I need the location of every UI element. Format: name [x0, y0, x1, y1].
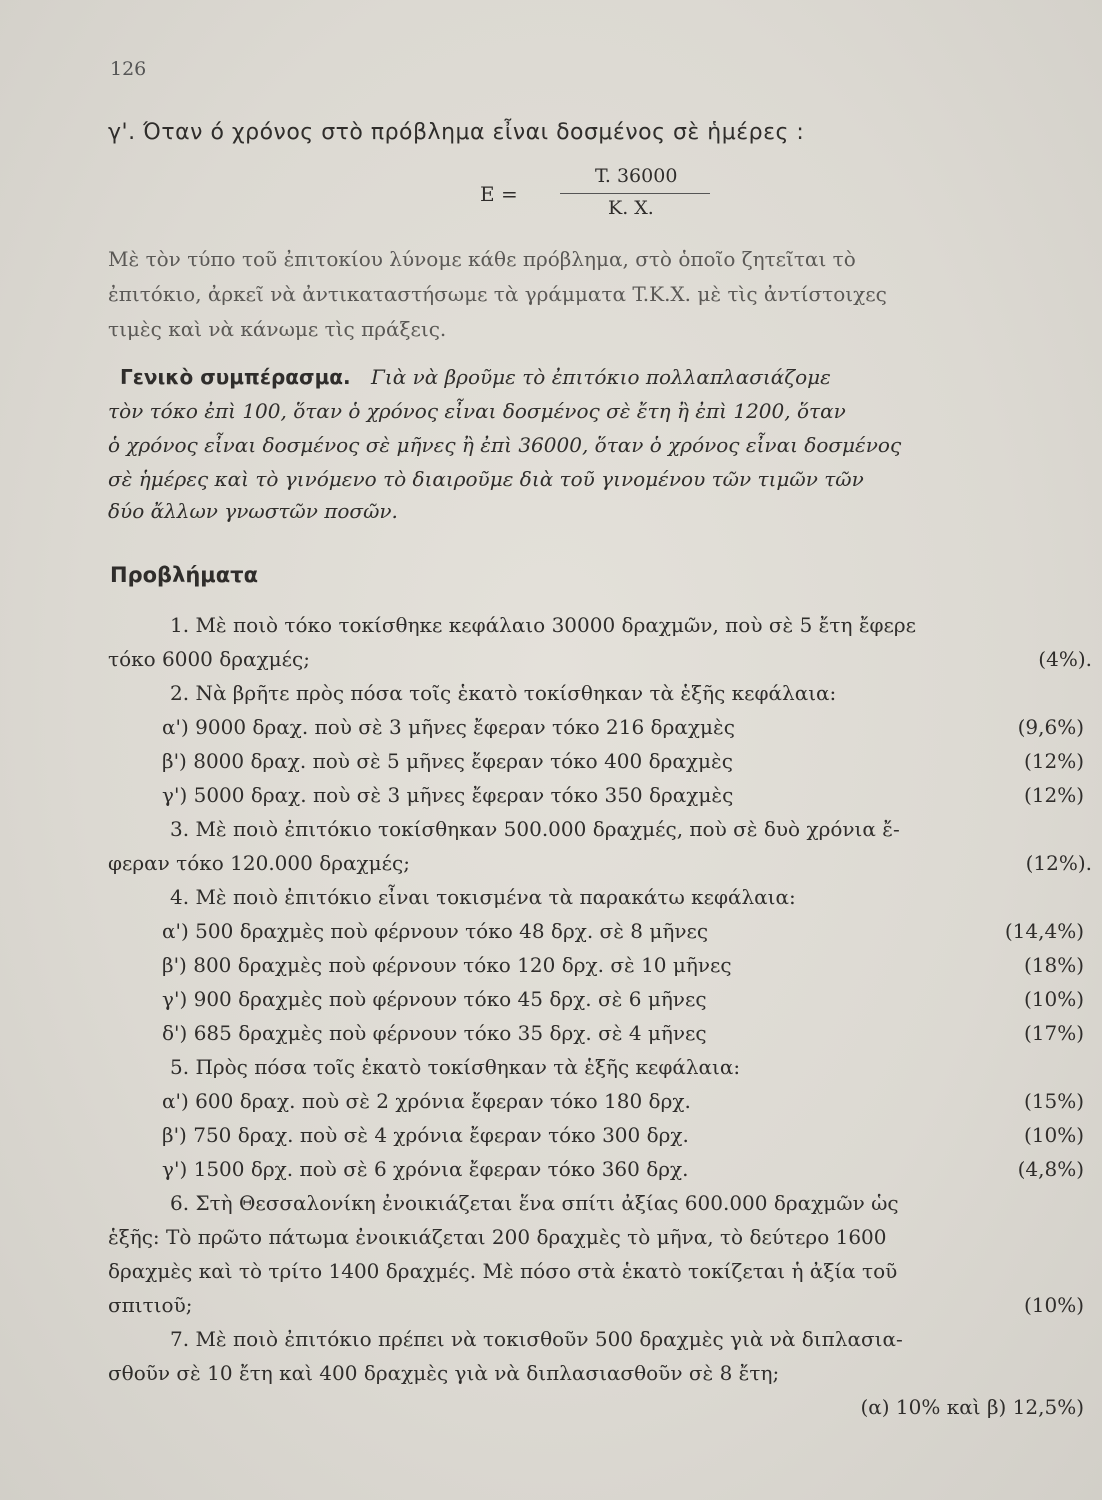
answer: (18%) — [1023, 953, 1084, 977]
problem-text: α') 500 δραχμὲς ποὺ φέρνουν τόκο 48 δρχ. σὲ 8 μῆνες — [162, 919, 709, 943]
answer: (14,4%) — [1004, 919, 1084, 943]
problem-3-line-1 — [170, 816, 1098, 842]
problem-6-line-1 — [170, 1190, 1098, 1216]
conclusion-title: Γενικὸ συμπέρασμα. — [120, 365, 351, 389]
problem-6-line-2 — [108, 1224, 1100, 1250]
problem-text: 7. Μὲ ποιὸ ἐπιτόκιο πρέπει νὰ τοκισθοῦν 500 δραχμὲς γιὰ νὰ διπλασια- — [170, 1327, 903, 1351]
problem-2-item-a — [162, 714, 1092, 740]
problem-text: φεραν τόκο 120.000 δραχμές; — [108, 851, 410, 875]
intro-line-3: τιμὲς καὶ νὰ κάνωμε τὶς πράξεις. — [108, 317, 447, 341]
conclusion-line-5: δύο ἄλλων γνωστῶν ποσῶν. — [108, 499, 398, 523]
answer: (17%) — [1023, 1021, 1084, 1045]
intro-line-1 — [108, 246, 1100, 272]
problem-4-item-c — [162, 986, 1092, 1012]
problem-text: 6. Στὴ Θεσσαλονίκη ἐνοικιάζεται ἕνα σπίτι ἀξίας 600.000 δραχμῶν ὡς — [170, 1191, 899, 1215]
problem-text: τόκο 6000 δραχμές; — [108, 647, 310, 671]
problem-text: σπιτιοῦ; — [108, 1293, 193, 1317]
answer: (10%) — [1023, 987, 1084, 1011]
intro-text: Μὲ τὸν τύπο τοῦ ἐπιτοκίου λύνομε κάθε πρόβλημα, στὸ ὁποῖο ζητεῖται τὸ — [108, 247, 856, 271]
formula-denominator: K. X. — [608, 197, 654, 219]
problem-text: β') 800 δραχμὲς ποὺ φέρνουν τόκο 120 δρχ. σὲ 10 μῆνες — [162, 953, 732, 977]
problem-text: γ') 5000 δραχ. ποὺ σὲ 3 μῆνες ἔφεραν τόκο 350 δραχμὲς — [162, 783, 734, 807]
problem-text: δραχμὲς καὶ τὸ τρίτο 1400 δραχμές. Μὲ πόσο στὰ ἑκατὸ τοκίζεται ἡ ἀξία τοῦ — [108, 1259, 898, 1283]
problems-title: Προβλήματα — [110, 563, 259, 587]
answer: (10%) — [1023, 1123, 1084, 1147]
problem-text: α') 9000 δραχ. ποὺ σὲ 3 μῆνες ἔφεραν τόκο 216 δραχμὲς — [162, 715, 735, 739]
answer: (4%). — [1038, 647, 1092, 671]
problem-4-item-d — [162, 1020, 1092, 1046]
problem-text: ἑξῆς: Τὸ πρῶτο πάτωμα ἐνοικιάζεται 200 δραχμὲς τὸ μῆνα, τὸ δεύτερο 1600 — [108, 1225, 887, 1249]
fraction-bar — [560, 193, 710, 194]
conclusion-text: σὲ ἡμέρες καὶ τὸ γινόμενο τὸ διαιροῦμε διὰ τοῦ γινομένου τῶν τιμῶν τῶν — [108, 467, 864, 491]
answer: (10%) — [1023, 1293, 1084, 1317]
problem-text: β') 8000 δραχ. ποὺ σὲ 5 μῆνες ἔφεραν τόκο 400 δραχμὲς — [162, 749, 733, 773]
interest-formula — [480, 165, 720, 225]
conclusion-line-2 — [108, 398, 1100, 424]
problem-1-line-1: 1. Μὲ ποιὸ τόκο τοκίσθηκε κεφάλαιο 30000 δραχμῶν, ποὺ σὲ 5 ἔτη ἔφερε — [170, 613, 917, 637]
answer: (9,6%) — [1017, 715, 1084, 739]
problem-3-line-2 — [108, 850, 1100, 876]
problem-6-line-4 — [108, 1292, 1092, 1318]
intro-line-2 — [108, 281, 1100, 307]
conclusion-text: Γιὰ νὰ βροῦμε τὸ ἐπιτόκιο πολλαπλασιάζομε — [371, 365, 831, 389]
conclusion-line-4 — [108, 466, 1100, 492]
problem-5-line-1: 5. Πρὸς πόσα τοῖς ἑκατὸ τοκίσθηκαν τὰ ἑξῆς κεφάλαια: — [170, 1055, 741, 1079]
problem-text: δ') 685 δραχμὲς ποὺ φέρνουν τόκο 35 δρχ. σὲ 4 μῆνες — [162, 1021, 707, 1045]
problem-text: β') 750 δραχ. ποὺ σὲ 4 χρόνια ἔφεραν τόκο 300 δρχ. — [162, 1123, 689, 1147]
answer: (α) 10% καὶ β) 12,5%) — [860, 1395, 1084, 1419]
answer: (12%). — [1025, 851, 1092, 875]
problem-1-line-2 — [108, 646, 1100, 672]
answer: (12%) — [1023, 783, 1084, 807]
problem-text: α') 600 δραχ. ποὺ σὲ 2 χρόνια ἔφεραν τόκο 180 δρχ. — [162, 1089, 691, 1113]
page-number: 126 — [110, 58, 147, 80]
problem-4-item-b — [162, 952, 1092, 978]
problem-text: 3. Μὲ ποιὸ ἐπιτόκιο τοκίσθηκαν 500.000 δραχμές, ποὺ σὲ δυὸ χρόνια ἔ- — [170, 817, 900, 841]
answer: (15%) — [1023, 1089, 1084, 1113]
problem-5-item-a — [162, 1088, 1092, 1114]
problem-2-item-b — [162, 748, 1092, 774]
formula-lhs: E = — [480, 182, 518, 206]
conclusion-text: ὁ χρόνος εἶναι δοσμένος σὲ μῆνες ἢ ἐπὶ 36000, ὅταν ὁ χρόνος εἶναι δοσμένος — [108, 433, 902, 457]
conclusion-line-3 — [108, 432, 1100, 458]
answer: (12%) — [1023, 749, 1084, 773]
problem-4-line-1: 4. Μὲ ποιὸ ἐπιτόκιο εἶναι τοκισμένα τὰ παρακάτω κεφάλαια: — [170, 885, 796, 909]
problem-2-line-1: 2. Νὰ βρῆτε πρὸς πόσα τοῖς ἑκατὸ τοκίσθηκαν τὰ ἑξῆς κεφάλαια: — [170, 681, 837, 705]
problem-4-item-a — [162, 918, 1092, 944]
problem-text: γ') 1500 δρχ. ποὺ σὲ 6 χρόνια ἔφεραν τόκο 360 δρχ. — [162, 1157, 689, 1181]
conclusion-text: τὸν τόκο ἐπὶ 100, ὅταν ὁ χρόνος εἶναι δοσμένος σὲ ἔτη ἢ ἐπὶ 1200, ὅταν — [108, 399, 846, 423]
problem-7-line-2: σθοῦν σὲ 10 ἔτη καὶ 400 δραχμὲς γιὰ νὰ διπλασιασθοῦν σὲ 8 ἔτη; — [108, 1361, 780, 1385]
problem-7-line-1 — [170, 1326, 1098, 1352]
problem-5-item-c — [162, 1156, 1092, 1182]
problem-text: γ') 900 δραχμὲς ποὺ φέρνουν τόκο 45 δρχ. σὲ 6 μῆνες — [162, 987, 707, 1011]
answer: (4,8%) — [1017, 1157, 1084, 1181]
problem-2-item-c — [162, 782, 1092, 808]
problem-5-item-b — [162, 1122, 1092, 1148]
conclusion-line-1 — [120, 364, 1100, 390]
intro-text: ἐπιτόκιο, ἀρκεῖ νὰ ἀντικαταστήσωμε τὰ γράμματα T.K.X. μὲ τὶς ἀντίστοιχες — [108, 282, 887, 306]
formula-numerator: T. 36000 — [595, 165, 678, 187]
section-heading: γ'. Όταν ό χρόνος στὸ πρόβλημα εἶναι δοσμένος σὲ ἡμέρες : — [108, 120, 805, 145]
problem-6-line-3 — [108, 1258, 1100, 1284]
